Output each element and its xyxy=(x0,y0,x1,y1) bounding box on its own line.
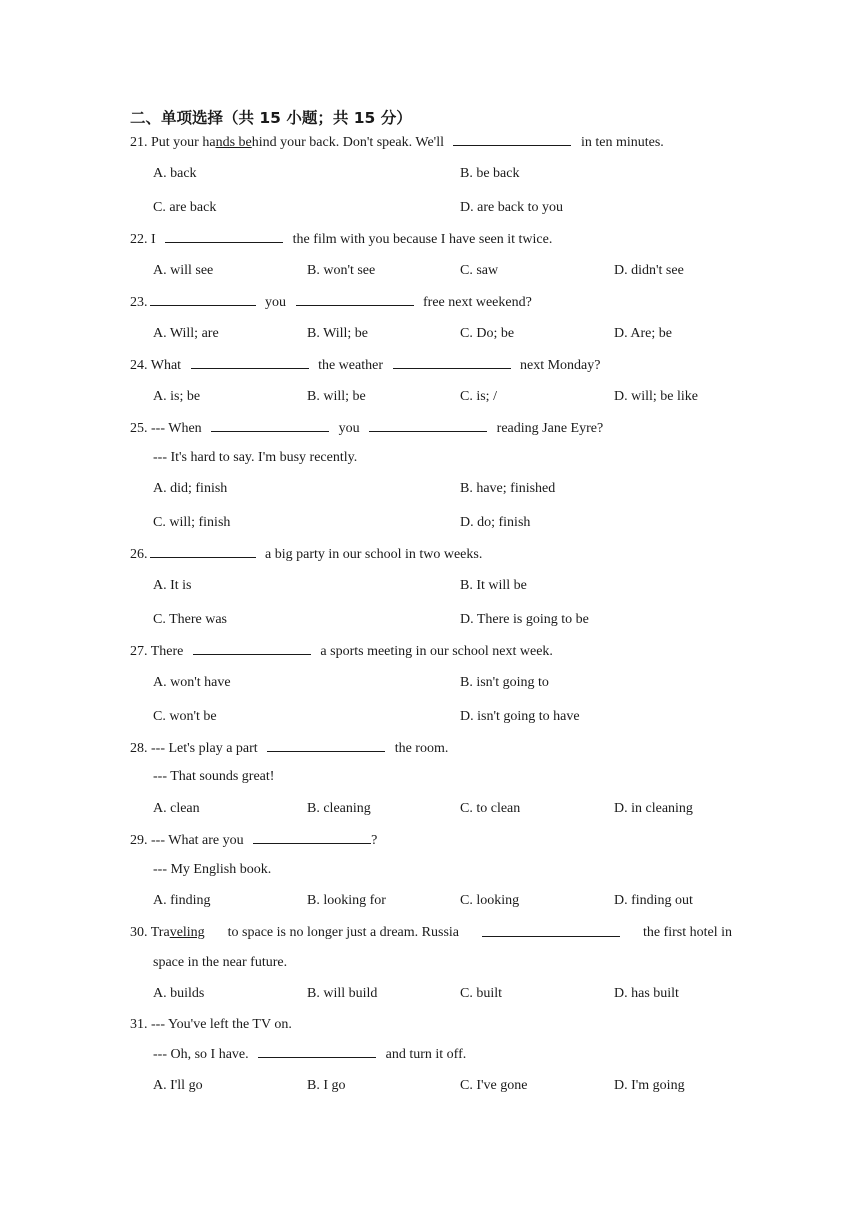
option-a: A. finding xyxy=(153,893,211,908)
question-text-underlined: veling xyxy=(169,925,205,940)
question-27 xyxy=(130,642,553,661)
option-d: D. There is going to be xyxy=(460,612,589,627)
option-a: A. It is xyxy=(153,578,192,593)
question-text: you xyxy=(265,295,286,310)
answer-blank xyxy=(296,293,414,306)
option-c: C. Do; be xyxy=(460,326,515,341)
option-b: B. It will be xyxy=(460,578,527,593)
question-text: a big party in our school in two weeks. xyxy=(265,547,483,562)
answer-blank xyxy=(258,1045,376,1058)
option-a: A. back xyxy=(153,166,197,181)
question-number: 29. xyxy=(130,833,148,848)
dialogue-reply: --- It's hard to say. I'm busy recently. xyxy=(153,450,358,465)
answer-blank xyxy=(453,133,571,146)
option-d: D. will; be like xyxy=(614,389,698,404)
question-29 xyxy=(130,831,377,850)
question-text: Put your ha xyxy=(151,135,216,150)
question-text: next Monday? xyxy=(520,358,601,373)
reply-text: --- Oh, so I have. xyxy=(153,1047,249,1062)
question-text: --- You've left the TV on. xyxy=(151,1017,292,1032)
question-25 xyxy=(130,419,603,438)
option-b: B. will; be xyxy=(307,389,366,404)
question-text: in ten minutes. xyxy=(580,135,664,150)
option-c: C. are back xyxy=(153,200,217,215)
answer-blank xyxy=(253,831,371,844)
question-text: free next weekend? xyxy=(423,295,532,310)
option-a: A. I'll go xyxy=(153,1078,203,1093)
option-a: A. won't have xyxy=(153,675,231,690)
question-31 xyxy=(130,1016,292,1034)
question-23 xyxy=(130,293,532,312)
question-number: 27. xyxy=(130,644,148,659)
answer-blank xyxy=(369,419,487,432)
option-c: C. built xyxy=(460,986,503,1001)
answer-blank xyxy=(482,924,620,937)
option-d: D. finding out xyxy=(614,893,693,908)
option-d: D. didn't see xyxy=(614,263,684,278)
option-c: C. saw xyxy=(460,263,499,278)
question-text: you xyxy=(338,421,360,436)
question-text: the film with you because I have seen it twice. xyxy=(292,232,553,247)
option-b: B. looking for xyxy=(307,893,386,908)
option-b: B. won't see xyxy=(307,263,376,278)
answer-blank xyxy=(150,293,256,306)
dialogue-reply: --- My English book. xyxy=(153,862,272,877)
reply-text: and turn it off. xyxy=(385,1047,467,1062)
question-26 xyxy=(130,545,482,564)
option-c: C. to clean xyxy=(460,801,521,816)
option-b: B. Will; be xyxy=(307,326,369,341)
question-text: --- What are you xyxy=(151,833,244,848)
option-d: D. do; finish xyxy=(460,515,531,530)
option-d: D. has built xyxy=(614,986,679,1001)
option-d: D. in cleaning xyxy=(614,801,693,816)
option-c: C. is; / xyxy=(460,389,497,404)
answer-blank xyxy=(193,642,311,655)
question-text: the weather xyxy=(318,358,383,373)
answer-blank xyxy=(191,356,309,369)
answer-blank xyxy=(150,545,256,558)
question-text: the first hotel in xyxy=(642,925,732,940)
option-a: A. Will; are xyxy=(153,326,219,341)
dialogue-reply xyxy=(153,1045,466,1064)
option-b: B. isn't going to xyxy=(460,675,549,690)
option-b: B. have; finished xyxy=(460,481,556,496)
question-30 xyxy=(130,924,732,942)
question-28 xyxy=(130,739,448,758)
option-a: A. builds xyxy=(153,986,205,1001)
question-21 xyxy=(130,133,664,152)
question-text: --- Let's play a part xyxy=(151,741,258,756)
question-number: 25. xyxy=(130,421,148,436)
question-number: 26. xyxy=(130,547,148,562)
question-text: reading Jane Eyre? xyxy=(496,421,604,436)
option-b: B. be back xyxy=(460,166,520,181)
option-b: B. I go xyxy=(307,1078,346,1093)
question-text: Tra xyxy=(150,925,170,940)
answer-blank xyxy=(393,356,511,369)
section-title: 二、单项选择（共 15 小题；共 15 分） xyxy=(130,109,412,127)
answer-blank xyxy=(267,739,385,752)
question-number: 30. xyxy=(130,925,148,940)
dialogue-reply: --- That sounds great! xyxy=(153,769,275,784)
option-b: B. cleaning xyxy=(307,801,371,816)
option-c: C. I've gone xyxy=(460,1078,528,1093)
question-text-underlined: nds be xyxy=(215,135,252,150)
option-d: D. are back to you xyxy=(460,200,564,215)
option-c: C. looking xyxy=(460,893,520,908)
question-text: to space is no longer just a dream. Russia xyxy=(227,925,459,940)
answer-blank xyxy=(165,230,283,243)
question-number: 24. xyxy=(130,358,148,373)
question-number: 28. xyxy=(130,741,148,756)
question-number: 21. xyxy=(130,135,148,150)
question-text: ? xyxy=(371,833,378,848)
question-22 xyxy=(130,230,552,249)
option-a: A. is; be xyxy=(153,389,201,404)
option-a: A. will see xyxy=(153,263,214,278)
option-d: D. Are; be xyxy=(614,326,672,341)
question-text: the room. xyxy=(394,741,449,756)
option-c: C. won't be xyxy=(153,709,217,724)
option-b: B. will build xyxy=(307,986,378,1001)
question-text: There xyxy=(150,644,184,659)
option-d: D. I'm going xyxy=(614,1078,685,1093)
question-24 xyxy=(130,356,600,375)
question-number: 23. xyxy=(130,295,148,310)
option-c: C. will; finish xyxy=(153,515,231,530)
option-a: A. did; finish xyxy=(153,481,228,496)
question-text: hind your back. Don't speak. We'll xyxy=(251,135,444,150)
question-text: What xyxy=(150,358,182,373)
question-number: 31. xyxy=(130,1017,148,1032)
option-a: A. clean xyxy=(153,801,200,816)
question-text: I xyxy=(151,232,156,247)
question-continuation: space in the near future. xyxy=(153,955,288,970)
answer-blank xyxy=(211,419,329,432)
question-number: 22. xyxy=(130,232,148,247)
question-text: a sports meeting in our school next week. xyxy=(320,644,553,659)
question-text: --- When xyxy=(151,421,202,436)
option-d: D. isn't going to have xyxy=(460,709,580,724)
option-c: C. There was xyxy=(153,612,227,627)
